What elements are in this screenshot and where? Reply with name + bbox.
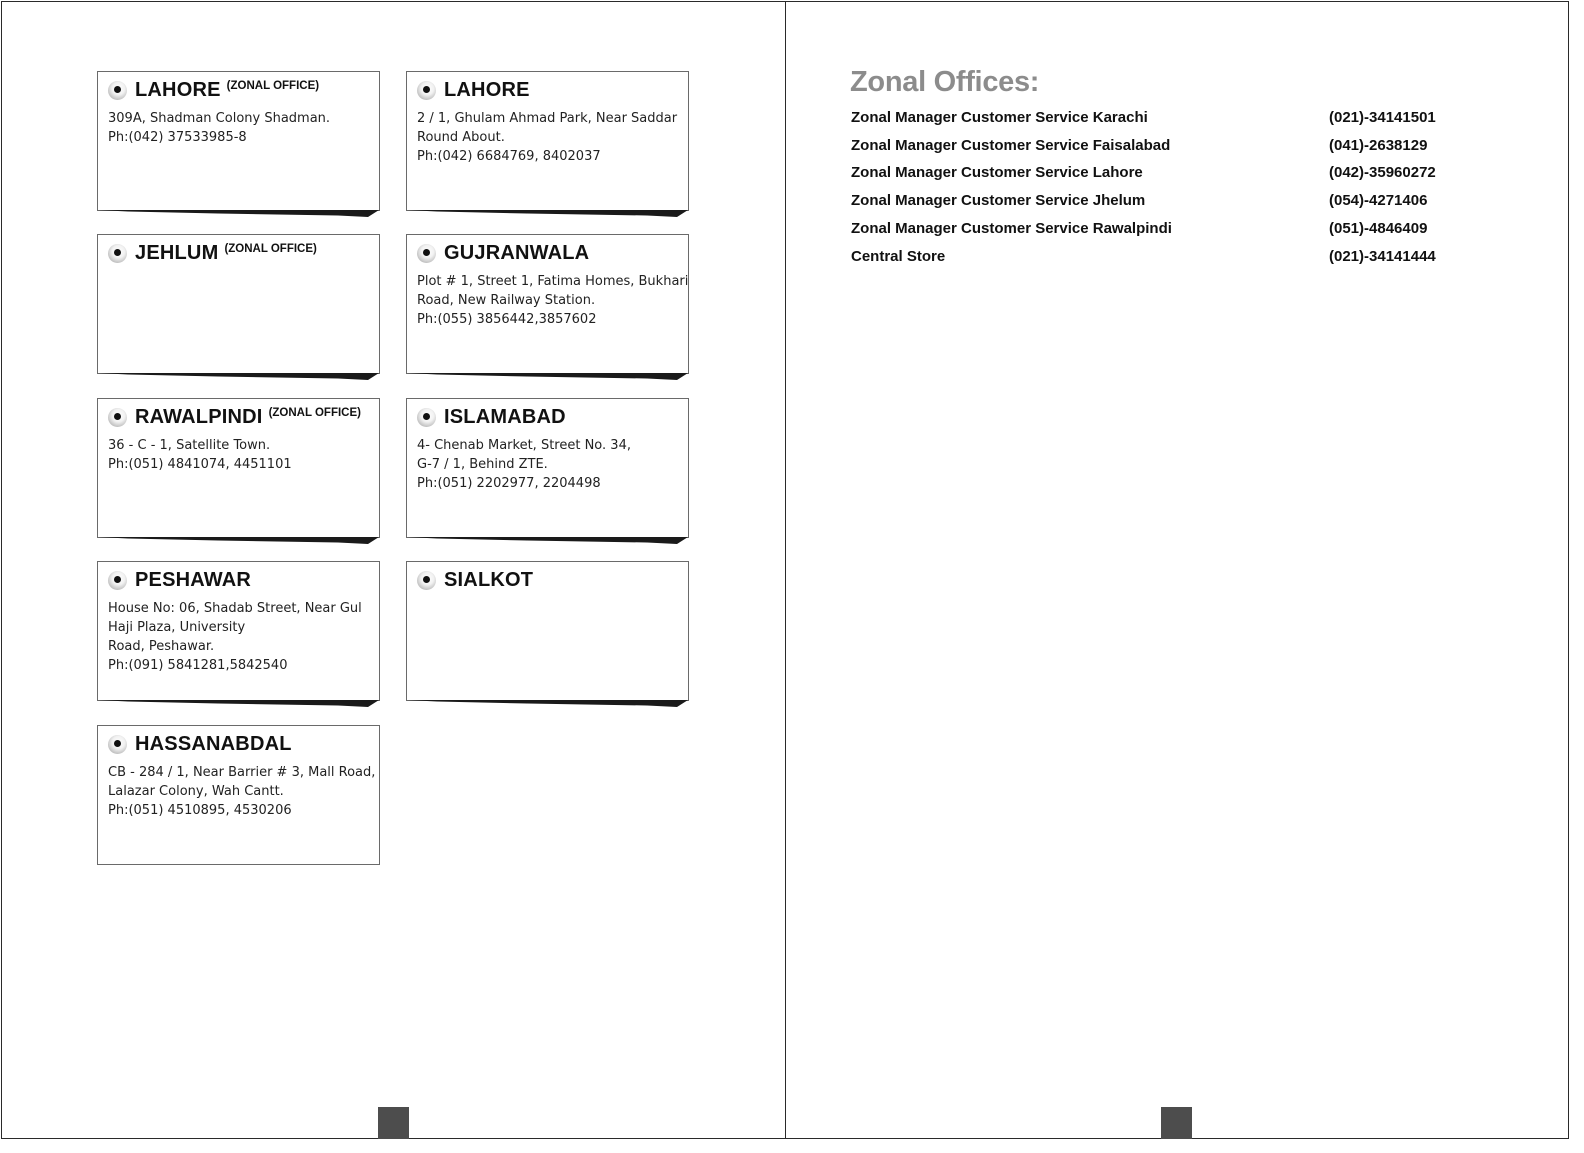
address-line: Ph:(051) 4510895, 4530206 [108, 803, 292, 818]
card-shadow [407, 210, 688, 218]
page-marker-left [378, 1107, 409, 1139]
contact-row [851, 220, 1451, 242]
office-city: JEHLUM [135, 241, 219, 264]
office-address [417, 436, 684, 493]
card-shadow-shape [407, 700, 688, 707]
contact-phone: (021)-34141444 [1329, 247, 1436, 265]
address-line: Plot # 1, Street 1, Fatima Homes, Bukhari [417, 274, 689, 289]
office-city: SIALKOT [444, 568, 534, 591]
contact-phone: (042)-35960272 [1329, 164, 1436, 182]
contact-name: Zonal Manager Customer Service Faisalabad [851, 136, 1171, 154]
card-shadow-shape [98, 537, 379, 544]
page-marker-right [1161, 1107, 1192, 1139]
contact-row [851, 248, 1451, 270]
address-line: 36 - C - 1, Satellite Town. [108, 438, 271, 453]
card-shadow [98, 700, 379, 708]
office-card-header [108, 241, 317, 265]
office-type-tag: (ZONAL OFFICE) [268, 407, 361, 419]
contact-phone: (021)-34141501 [1329, 109, 1436, 126]
card-shadow-shape [98, 210, 379, 217]
card-shadow [98, 210, 379, 218]
office-city: LAHORE [135, 78, 221, 101]
card-shadow-shape [98, 700, 379, 707]
office-address [108, 436, 375, 474]
bullet-icon [108, 408, 127, 427]
address-line: Lalazar Colony, Wah Cantt. [108, 784, 284, 799]
address-line: G-7 / 1, Behind ZTE. [417, 457, 548, 472]
address-line: Road, New Railway Station. [417, 293, 596, 308]
address-line: 4- Chenab Market, Street No. 34, [417, 438, 631, 453]
bullet-icon [417, 81, 436, 100]
bullet-icon [417, 244, 436, 263]
contact-name: Zonal Manager Customer Service Jhelum [851, 192, 1146, 210]
office-card-header [417, 405, 566, 429]
office-address [108, 763, 375, 820]
address-line: Ph:(055) 3856442,3857602 [417, 312, 597, 327]
office-card-header [417, 241, 589, 265]
office-card [406, 398, 689, 538]
card-shadow-shape [407, 210, 688, 217]
bullet-icon [108, 735, 127, 754]
office-card [97, 398, 380, 538]
office-type-tag: (ZONAL OFFICE) [226, 80, 320, 92]
card-shadow [98, 537, 379, 545]
address-line: Ph:(042) 37533985-8 [108, 130, 247, 145]
contact-phone: (054)-4271406 [1329, 192, 1428, 210]
office-card-header [417, 78, 530, 102]
address-line: Ph:(051) 4841074, 4451101 [108, 457, 292, 472]
bullet-icon [108, 244, 127, 263]
card-shadow-shape [407, 537, 688, 544]
office-card-header [108, 568, 251, 592]
card-shadow [407, 373, 688, 381]
office-city: PESHAWAR [135, 568, 252, 591]
office-card-header [108, 405, 361, 429]
contact-name: Central Store [851, 247, 946, 265]
office-address [108, 599, 375, 675]
office-address [417, 109, 684, 166]
address-line: CB - 284 / 1, Near Barrier # 3, Mall Road, [108, 765, 376, 780]
address-line: House No: 06, Shadab Street, Near Gul [108, 601, 362, 616]
card-shadow [407, 537, 688, 545]
office-city: LAHORE [444, 78, 530, 101]
office-card-header [417, 568, 533, 592]
office-card [406, 234, 689, 374]
contact-phone: (041)-2638129 [1329, 136, 1428, 154]
address-line: Round About. [417, 130, 505, 145]
address-line: Ph:(051) 2202977, 2204498 [417, 476, 601, 491]
contact-row [851, 192, 1451, 214]
office-card [406, 71, 689, 211]
office-card-header [108, 732, 292, 756]
office-city: HASSANABDAL [135, 732, 292, 755]
contact-phone: (051)-4846409 [1329, 219, 1428, 237]
office-city: ISLAMABAD [444, 405, 566, 428]
bullet-icon [417, 571, 436, 590]
office-city: GUJRANWALA [444, 241, 590, 264]
address-line: Ph:(042) 6684769, 8402037 [417, 149, 601, 164]
bullet-icon [108, 81, 127, 100]
address-line: Haji Plaza, University [108, 620, 246, 635]
contact-name: Zonal Manager Customer Service Karachi [851, 109, 1148, 126]
bullet-icon [417, 408, 436, 427]
contact-row [851, 137, 1451, 159]
address-line: 2 / 1, Ghulam Ahmad Park, Near Saddar [417, 111, 678, 126]
zonal-offices-title: Zonal Offices: [850, 66, 1040, 98]
contact-row [851, 164, 1451, 186]
office-card-header [108, 78, 319, 102]
bullet-icon [108, 571, 127, 590]
card-shadow [407, 700, 688, 708]
address-line: Road, Peshawar. [108, 639, 215, 654]
address-line: 309A, Shadman Colony Shadman. [108, 111, 331, 126]
contact-row [851, 109, 1451, 131]
card-shadow-shape [98, 373, 379, 380]
office-address [417, 272, 689, 329]
office-city: RAWALPINDI [135, 405, 263, 428]
contact-name: Zonal Manager Customer Service Lahore [851, 164, 1143, 182]
card-shadow-shape [407, 373, 688, 380]
office-card [97, 234, 380, 374]
office-card [406, 561, 689, 701]
card-shadow [98, 373, 379, 381]
office-address [108, 109, 375, 147]
address-line: Ph:(091) 5841281,5842540 [108, 658, 288, 673]
office-card [97, 561, 380, 701]
office-type-tag: (ZONAL OFFICE) [224, 243, 317, 255]
contact-name: Zonal Manager Customer Service Rawalpindi [851, 219, 1172, 237]
office-card [97, 725, 380, 865]
office-card [97, 71, 380, 211]
